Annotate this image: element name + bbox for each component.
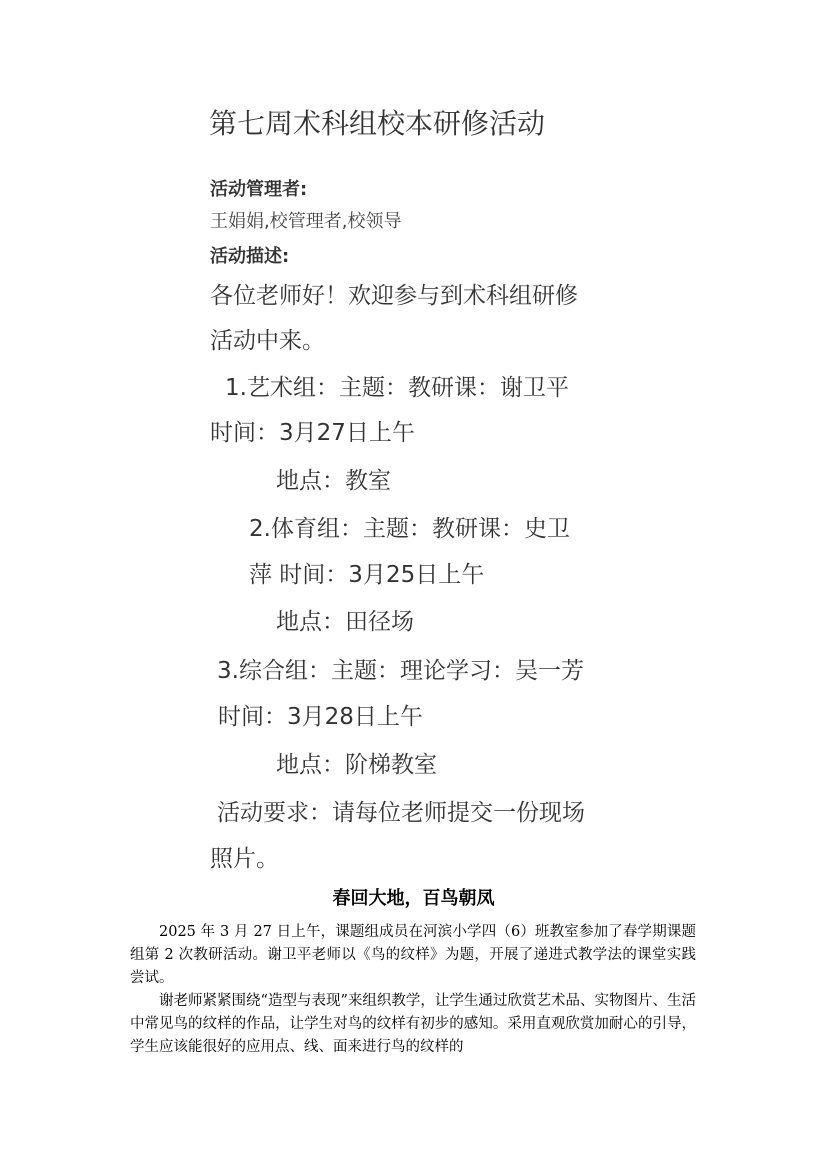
article-paragraph: 2025 年 3 月 27 日上午，课题组成员在河滨小学四（6）班教室参加了春学期课题组第 2 次教研活动。谢卫平老师以《鸟的纹样》为题，开展了递进式教学法的课堂实践尝试。: [130, 924, 696, 986]
description-line: 各位老师好！欢迎参与到术科组研修: [210, 283, 578, 309]
manager-list: 王娟娟,校管理者,校领导: [210, 211, 402, 232]
description-line: 照片。: [210, 846, 279, 872]
manager-label: 活动管理者:: [210, 179, 308, 200]
activity-title: 第七周术科组校本研修活动: [209, 107, 546, 140]
description-line: 3.综合组：主题：理论学习：吴一芳: [217, 658, 584, 684]
article-title: 春回大地，百鸟朝凤: [332, 888, 495, 909]
description-line: 地点：教室: [276, 468, 391, 494]
description-line: 1.艺术组：主题：教研课：谢卫平: [225, 375, 569, 401]
description-line: 活动中来。: [210, 328, 325, 354]
description-label: 活动描述:: [210, 246, 290, 267]
description-line: 时间：3月27日上午: [210, 420, 415, 446]
description-line: 活动要求：请每位老师提交一份现场: [217, 800, 585, 826]
article-paragraph: 谢老师紧紧围绕“造型与表现”来组织教学，让学生通过欣赏艺术品、实物图片、生活中常见鸟的纹样的作品，让学生对鸟的纹样有初步的感知。采用直观欣赏加耐心的引导，学生应该能很好的应用点、线、面来进行鸟的纹样的: [130, 993, 696, 1055]
description-line: 萍 时间：3月25日上午: [249, 562, 485, 588]
description-line: 2.体育组：主题：教研课：史卫: [249, 516, 570, 542]
description-line: 地点：田径场: [276, 609, 414, 635]
description-line: 地点：阶梯教室: [276, 752, 437, 778]
description-line: 时间：3月28日上午: [218, 704, 423, 730]
